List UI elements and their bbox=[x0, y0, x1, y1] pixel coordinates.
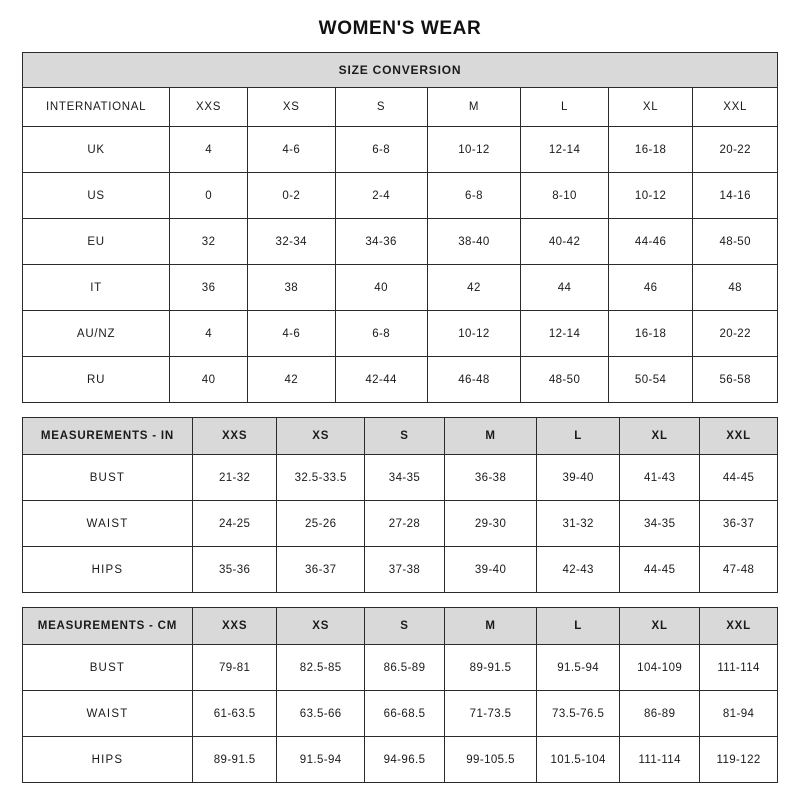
table-row bbox=[23, 127, 778, 173]
row-label-cm-bust: BUST bbox=[23, 645, 193, 691]
header-cell-cm-xxl: XXL bbox=[700, 608, 778, 645]
cell-in-waist-xxl: 36-37 bbox=[700, 501, 778, 547]
row-label-aunz: AU/NZ bbox=[23, 311, 170, 357]
cell-cm-bust-xl: 104-109 bbox=[620, 645, 700, 691]
cell-in-hips-xl: 44-45 bbox=[620, 547, 700, 593]
table-row bbox=[23, 219, 778, 265]
cell-cm-bust-s: 86.5-89 bbox=[365, 645, 445, 691]
cell-eu-xs: 32-34 bbox=[247, 219, 335, 265]
cell-eu-s: 34-36 bbox=[335, 219, 427, 265]
size-conversion-banner: SIZE CONVERSION bbox=[23, 53, 778, 88]
row-label-in-hips: HIPS bbox=[23, 547, 193, 593]
table-row bbox=[23, 547, 778, 593]
cell-in-waist-s: 27-28 bbox=[365, 501, 445, 547]
cell-cm-bust-xs: 82.5-85 bbox=[277, 645, 365, 691]
cell-cm-hips-m: 99-105.5 bbox=[445, 737, 537, 783]
cell-cm-waist-s: 66-68.5 bbox=[365, 691, 445, 737]
cell-it-s: 40 bbox=[335, 265, 427, 311]
table-row bbox=[23, 691, 778, 737]
cell-in-waist-m: 29-30 bbox=[445, 501, 537, 547]
table-row bbox=[23, 455, 778, 501]
row-label-cm-hips: HIPS bbox=[23, 737, 193, 783]
cell-cm-hips-xxl: 119-122 bbox=[700, 737, 778, 783]
row-label-cm-waist: WAIST bbox=[23, 691, 193, 737]
cell-eu-xl: 44-46 bbox=[608, 219, 693, 265]
cell-us-xxs: 0 bbox=[170, 173, 248, 219]
cell-it-xxl: 48 bbox=[693, 265, 778, 311]
header-cell-xxs: XXS bbox=[170, 88, 248, 127]
header-cell-cm-s: S bbox=[365, 608, 445, 645]
cell-in-bust-xl: 41-43 bbox=[620, 455, 700, 501]
size-conversion-header-row bbox=[23, 88, 778, 127]
cell-cm-waist-m: 71-73.5 bbox=[445, 691, 537, 737]
row-label-it: IT bbox=[23, 265, 170, 311]
cell-ru-xxs: 40 bbox=[170, 357, 248, 403]
cell-ru-xxl: 56-58 bbox=[693, 357, 778, 403]
header-cell-in-m: M bbox=[445, 418, 537, 455]
cell-it-xl: 46 bbox=[608, 265, 693, 311]
row-label-eu: EU bbox=[23, 219, 170, 265]
header-cell-s: S bbox=[335, 88, 427, 127]
cell-cm-hips-xl: 111-114 bbox=[620, 737, 700, 783]
cell-us-l: 8-10 bbox=[521, 173, 609, 219]
cell-uk-xl: 16-18 bbox=[608, 127, 693, 173]
header-cell-l: L bbox=[521, 88, 609, 127]
cell-ru-xl: 50-54 bbox=[608, 357, 693, 403]
cell-uk-xxs: 4 bbox=[170, 127, 248, 173]
table-row bbox=[23, 265, 778, 311]
cell-cm-bust-xxl: 111-114 bbox=[700, 645, 778, 691]
cell-in-bust-xxl: 44-45 bbox=[700, 455, 778, 501]
cell-it-xs: 38 bbox=[247, 265, 335, 311]
cell-in-bust-m: 36-38 bbox=[445, 455, 537, 501]
header-cell-cm-xl: XL bbox=[620, 608, 700, 645]
header-cell-xs: XS bbox=[247, 88, 335, 127]
cell-in-waist-xl: 34-35 bbox=[620, 501, 700, 547]
header-cell-in-l: L bbox=[537, 418, 620, 455]
cell-it-m: 42 bbox=[427, 265, 521, 311]
header-cell-cm-l: L bbox=[537, 608, 620, 645]
cell-in-hips-xs: 36-37 bbox=[277, 547, 365, 593]
cell-us-xs: 0-2 bbox=[247, 173, 335, 219]
header-cell-xxl: XXL bbox=[693, 88, 778, 127]
row-label-ru: RU bbox=[23, 357, 170, 403]
cell-in-hips-xxl: 47-48 bbox=[700, 547, 778, 593]
cell-cm-waist-xs: 63.5-66 bbox=[277, 691, 365, 737]
cell-in-bust-xs: 32.5-33.5 bbox=[277, 455, 365, 501]
cell-uk-xs: 4-6 bbox=[247, 127, 335, 173]
cell-aunz-l: 12-14 bbox=[521, 311, 609, 357]
header-cell-international: INTERNATIONAL bbox=[23, 88, 170, 127]
measurements-in-header-row bbox=[23, 418, 778, 455]
cell-uk-m: 10-12 bbox=[427, 127, 521, 173]
cell-it-xxs: 36 bbox=[170, 265, 248, 311]
header-cell-in-xxs: XXS bbox=[192, 418, 277, 455]
table-row bbox=[23, 357, 778, 403]
header-cell-in-s: S bbox=[365, 418, 445, 455]
cell-us-m: 6-8 bbox=[427, 173, 521, 219]
cell-ru-l: 48-50 bbox=[521, 357, 609, 403]
cell-cm-waist-xl: 86-89 bbox=[620, 691, 700, 737]
header-cell-cm-m: M bbox=[445, 608, 537, 645]
header-cell-m: M bbox=[427, 88, 521, 127]
table-row bbox=[23, 737, 778, 783]
cell-ru-s: 42-44 bbox=[335, 357, 427, 403]
header-cell-measurements-cm: MEASUREMENTS - CM bbox=[23, 608, 193, 645]
cell-cm-waist-xxs: 61-63.5 bbox=[192, 691, 277, 737]
cell-in-waist-l: 31-32 bbox=[537, 501, 620, 547]
header-cell-cm-xxs: XXS bbox=[192, 608, 277, 645]
cell-in-hips-m: 39-40 bbox=[445, 547, 537, 593]
cell-us-xl: 10-12 bbox=[608, 173, 693, 219]
cell-aunz-m: 10-12 bbox=[427, 311, 521, 357]
cell-uk-l: 12-14 bbox=[521, 127, 609, 173]
cell-in-hips-l: 42-43 bbox=[537, 547, 620, 593]
cell-uk-xxl: 20-22 bbox=[693, 127, 778, 173]
cell-us-xxl: 14-16 bbox=[693, 173, 778, 219]
measurements-cm-header-row bbox=[23, 608, 778, 645]
header-cell-xl: XL bbox=[608, 88, 693, 127]
cell-in-waist-xs: 25-26 bbox=[277, 501, 365, 547]
table-row bbox=[23, 173, 778, 219]
cell-in-waist-xxs: 24-25 bbox=[192, 501, 277, 547]
cell-cm-waist-l: 73.5-76.5 bbox=[537, 691, 620, 737]
cell-ru-xs: 42 bbox=[247, 357, 335, 403]
size-conversion-banner-row bbox=[23, 53, 778, 88]
cell-cm-hips-s: 94-96.5 bbox=[365, 737, 445, 783]
cell-ru-m: 46-48 bbox=[427, 357, 521, 403]
row-label-in-waist: WAIST bbox=[23, 501, 193, 547]
cell-cm-bust-l: 91.5-94 bbox=[537, 645, 620, 691]
measurements-cm-table bbox=[22, 607, 778, 783]
cell-aunz-s: 6-8 bbox=[335, 311, 427, 357]
cell-in-hips-s: 37-38 bbox=[365, 547, 445, 593]
cell-aunz-xl: 16-18 bbox=[608, 311, 693, 357]
row-label-in-bust: BUST bbox=[23, 455, 193, 501]
cell-eu-l: 40-42 bbox=[521, 219, 609, 265]
cell-cm-bust-xxs: 79-81 bbox=[192, 645, 277, 691]
header-cell-measurements-in: MEASUREMENTS - IN bbox=[23, 418, 193, 455]
cell-eu-xxs: 32 bbox=[170, 219, 248, 265]
cell-eu-xxl: 48-50 bbox=[693, 219, 778, 265]
cell-cm-waist-xxl: 81-94 bbox=[700, 691, 778, 737]
table-row bbox=[23, 311, 778, 357]
table-row bbox=[23, 645, 778, 691]
cell-aunz-xs: 4-6 bbox=[247, 311, 335, 357]
row-label-uk: UK bbox=[23, 127, 170, 173]
size-conversion-table bbox=[22, 52, 778, 403]
cell-in-hips-xxs: 35-36 bbox=[192, 547, 277, 593]
cell-in-bust-xxs: 21-32 bbox=[192, 455, 277, 501]
table-row bbox=[23, 501, 778, 547]
cell-aunz-xxs: 4 bbox=[170, 311, 248, 357]
cell-aunz-xxl: 20-22 bbox=[693, 311, 778, 357]
cell-uk-s: 6-8 bbox=[335, 127, 427, 173]
cell-cm-hips-l: 101.5-104 bbox=[537, 737, 620, 783]
cell-cm-bust-m: 89-91.5 bbox=[445, 645, 537, 691]
header-cell-in-xl: XL bbox=[620, 418, 700, 455]
header-cell-in-xxl: XXL bbox=[700, 418, 778, 455]
row-label-us: US bbox=[23, 173, 170, 219]
cell-us-s: 2-4 bbox=[335, 173, 427, 219]
cell-cm-hips-xxs: 89-91.5 bbox=[192, 737, 277, 783]
cell-eu-m: 38-40 bbox=[427, 219, 521, 265]
cell-it-l: 44 bbox=[521, 265, 609, 311]
cell-in-bust-s: 34-35 bbox=[365, 455, 445, 501]
cell-cm-hips-xs: 91.5-94 bbox=[277, 737, 365, 783]
measurements-inches-table bbox=[22, 417, 778, 593]
header-cell-in-xs: XS bbox=[277, 418, 365, 455]
header-cell-cm-xs: XS bbox=[277, 608, 365, 645]
page-title: WOMEN'S WEAR bbox=[318, 18, 482, 39]
cell-in-bust-l: 39-40 bbox=[537, 455, 620, 501]
